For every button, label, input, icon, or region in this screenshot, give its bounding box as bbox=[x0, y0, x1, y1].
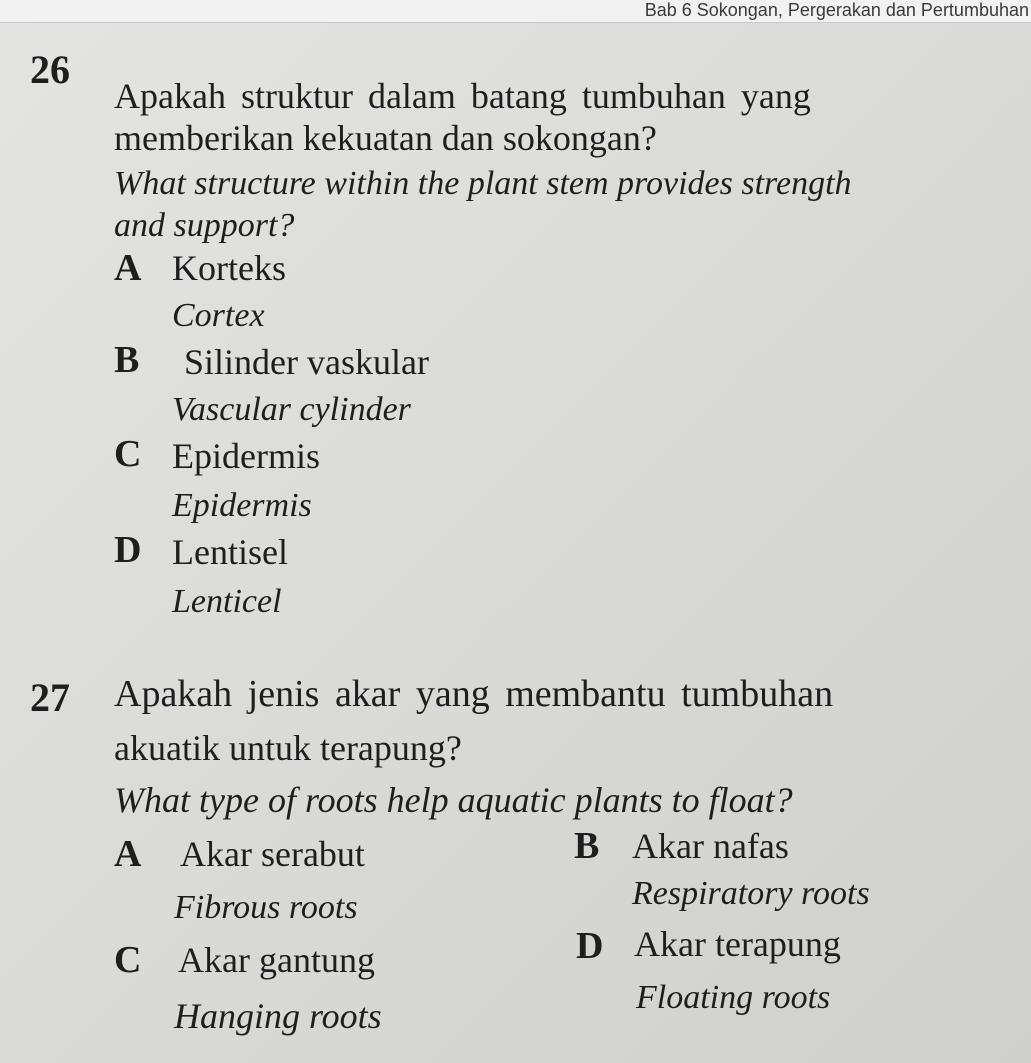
question-text-malay: akuatik untuk terapung? bbox=[114, 728, 462, 768]
option-letter: A bbox=[114, 247, 142, 289]
option-text-malay: Akar nafas bbox=[632, 826, 789, 866]
question-text-english: and support? bbox=[114, 207, 295, 244]
option-text-malay: Akar serabut bbox=[180, 834, 365, 874]
option-text-malay: Epidermis bbox=[172, 436, 320, 476]
question-text-malay: Apakah jenis akar yang membantu tumbuhan bbox=[114, 673, 834, 715]
option-text-english: Fibrous roots bbox=[174, 889, 358, 926]
question-number: 26 bbox=[30, 47, 70, 92]
option-text-english: Epidermis bbox=[172, 487, 312, 524]
question-number: 27 bbox=[30, 675, 70, 720]
option-letter: C bbox=[114, 939, 142, 981]
option-text-english: Cortex bbox=[172, 297, 265, 334]
option-text-malay: Korteks bbox=[172, 248, 286, 288]
option-text-english: Respiratory roots bbox=[632, 875, 870, 912]
option-text-malay: Lentisel bbox=[172, 532, 288, 572]
option-text-english: Floating roots bbox=[636, 979, 831, 1016]
question-text-english: What structure within the plant stem provides strength bbox=[114, 165, 852, 202]
option-letter: D bbox=[576, 925, 604, 967]
option-letter: A bbox=[114, 833, 142, 875]
option-text-malay: Akar terapung bbox=[634, 924, 841, 964]
option-text-english: Hanging roots bbox=[174, 996, 382, 1036]
option-letter: C bbox=[114, 433, 142, 475]
chapter-title: Bab 6 Sokongan, Pergerakan dan Pertumbuhan bbox=[644, 0, 1029, 20]
option-text-malay: Akar gantung bbox=[178, 940, 375, 980]
option-text-english: Lenticel bbox=[172, 583, 282, 620]
option-letter: B bbox=[114, 339, 140, 381]
question-text-malay: Apakah struktur dalam batang tumbuhan yang bbox=[114, 76, 811, 116]
question-text-english: What type of roots help aquatic plants to float? bbox=[114, 780, 793, 820]
question-text-malay: memberikan kekuatan dan sokongan? bbox=[114, 118, 657, 158]
option-letter: B bbox=[574, 825, 600, 867]
option-text-malay: Silinder vaskular bbox=[184, 342, 429, 382]
option-letter: D bbox=[114, 529, 142, 571]
chapter-header bbox=[0, 0, 1031, 23]
option-text-english: Vascular cylinder bbox=[172, 391, 411, 428]
